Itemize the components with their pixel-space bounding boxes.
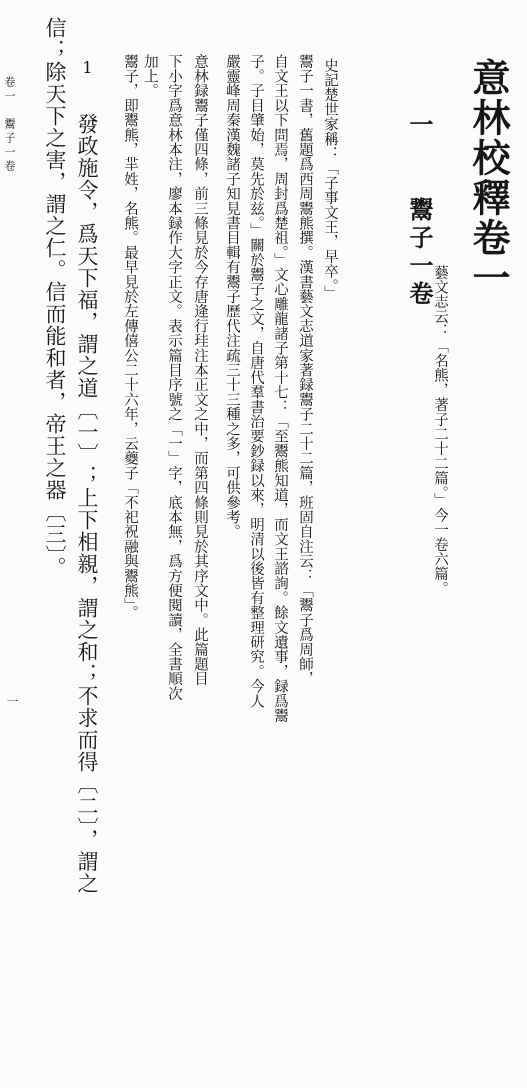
note-line: 子。子目肇始，莫先於兹。」關於鬻子之文，自唐代羣書治要鈔録以來，明清以後皆有整理研究。今人 (248, 54, 264, 709)
note-line: 史記楚世家稱：「子事文王，早卒。」 (322, 58, 338, 301)
footer-page-number: 一 (5, 695, 19, 707)
passage-1 (75, 58, 99, 895)
passage-number: 1 (78, 58, 97, 78)
book-title: 意林校釋卷一 (466, 58, 511, 298)
chapter-heading (405, 112, 434, 935)
note-line: 鬻子一書，舊題爲西周鬻熊撰。漢書藝文志道家著録鬻子二十二篇，班固自注云：「鬻子爲周師， (297, 54, 313, 687)
note-line: 自文王以下問焉，周封爲楚祖。」文心雕龍諸子第十七：「至鬻熊知道，而文王諮詢。餘文遺事，録爲鬻 (272, 54, 288, 723)
note-line: 加上。 (142, 54, 158, 99)
footer-running-head: 卷一 鬻子一卷 (3, 76, 16, 174)
note-line: 嚴靈峰周秦漢魏諸子知見書目輯有鬻子歷代注疏三十三種之多，可供參考。 (224, 54, 240, 540)
chapter-number: 一 (405, 112, 434, 140)
chapter-header-note: 藝文志云：「名熊，著子二十二篇。」今一卷六篇。 (432, 265, 448, 596)
note-line: 鬻子，即鬻熊，羋姓，名熊。最早見於左傳僖公二十六年，云夔子「不祀祝融與鬻熊」。 (122, 54, 138, 621)
note-line: 意林録鬻子僅四條，前三條見於今存唐逄行珪注本正文之中，而第四條則見於其序文中。此篇題目 (192, 54, 208, 687)
passage-line-1: 發政施令，爲天下福，謂之道〔一〕；上下相親，謂之和；不求而得〔二〕，謂之 (75, 113, 99, 895)
note-line: 下小字爲意林本注，廖本録作大字正文。表示篇目序號之「一」字，底本無，爲方便閱讀，全書順次 (166, 54, 182, 701)
passage-1-continued: 信；除天下之害，謂之仁。信而能和者，帝王之器〔三〕。 (43, 17, 67, 579)
chapter-title: 鬻子一卷 (405, 197, 434, 309)
